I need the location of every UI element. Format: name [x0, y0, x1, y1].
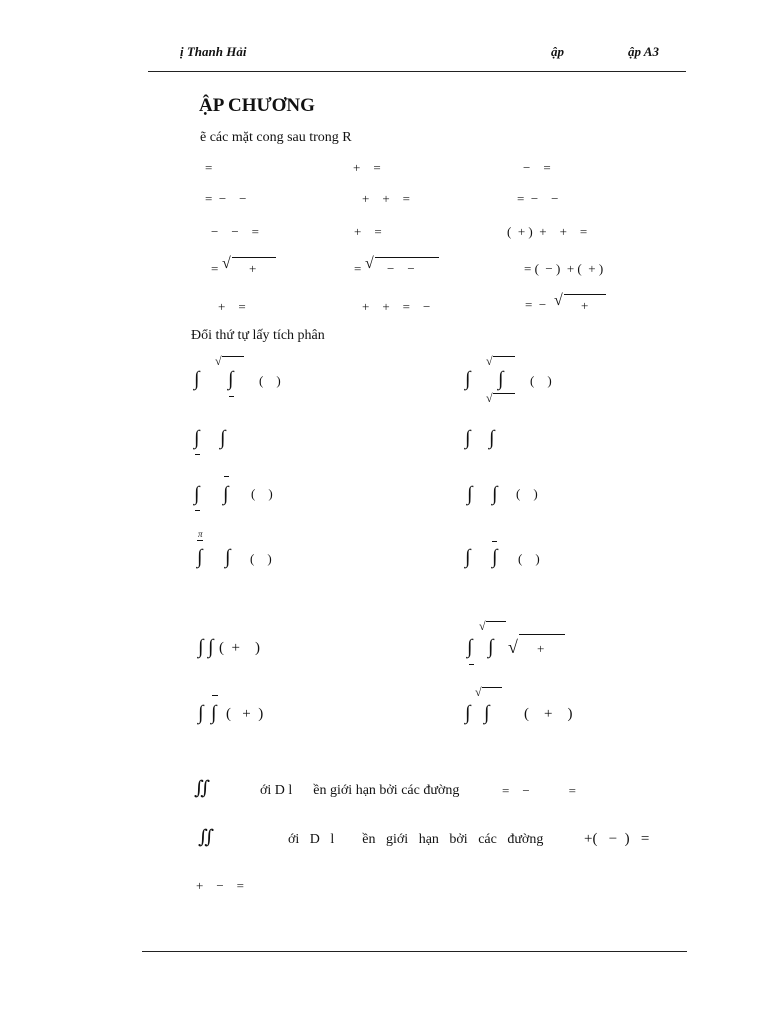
integral-icon: ∫	[194, 368, 200, 390]
integral-icon: ∫	[198, 636, 204, 658]
sqrt-icon: √	[475, 685, 482, 699]
section4-p3-eq: + − =	[196, 878, 244, 893]
integral-icon: ∫	[198, 702, 204, 724]
eq-r2-c1: = − −	[205, 191, 247, 206]
integral-icon: ∫	[492, 546, 498, 568]
header-middle: ập	[551, 44, 564, 59]
eq-r1-c1: =	[205, 160, 213, 175]
double-integral-icon: ∬	[194, 778, 211, 799]
eq-r3-c3: ( + ) + + =	[507, 224, 588, 239]
integral-icon: ∫	[197, 546, 203, 568]
section4-p1-text: ới D l ền giới hạn bởi các đường	[260, 783, 460, 798]
sqrt-r4-c2: √	[365, 255, 374, 272]
integral-icon: ∫	[467, 483, 473, 505]
eq-r1-c2: + =	[353, 160, 381, 175]
sqrt-r4-c1: √	[222, 255, 231, 272]
sqrt-bar	[375, 257, 439, 258]
limit-bar	[229, 396, 234, 397]
eq-r5-c2: + + = −	[362, 299, 431, 314]
sqrt-icon: √	[479, 619, 486, 633]
limit-pi: π	[198, 529, 203, 539]
sqrt-bar	[519, 634, 565, 635]
integral-icon: ∫	[488, 636, 494, 658]
integral-icon: ∫	[498, 368, 504, 390]
integral-icon: ∫	[208, 636, 214, 658]
limit-bar	[482, 687, 502, 688]
sqrt-r5-c3: √	[554, 292, 563, 309]
integral-icon: ∫	[492, 483, 498, 505]
section4-p1-eq: = − =	[502, 783, 576, 798]
limit-bar	[195, 454, 200, 455]
eq-r5-c1: + =	[218, 299, 246, 314]
limit-bar	[469, 664, 474, 665]
eq-r3-c2: + =	[354, 224, 382, 239]
integral-icon: ∫	[228, 368, 234, 390]
integral-icon: ∫	[467, 636, 473, 658]
integral-icon: ∫	[225, 546, 231, 568]
integral-icon: ∫	[465, 368, 471, 390]
sqrt-bar	[232, 257, 276, 258]
section2-heading: Đổi thứ tự lấy tích phân	[191, 328, 325, 343]
sqrt-bar	[564, 294, 606, 295]
limit-bar	[222, 356, 244, 357]
integrand-s3-left1: ( + )	[219, 640, 260, 656]
sqrt-r5-c3-content: +	[581, 298, 589, 313]
integrand-r4-right: ( )	[518, 551, 540, 566]
limit-bar	[195, 510, 200, 511]
eq-r2-c2: + + =	[362, 191, 410, 206]
sqrt-r4-c1-content: +	[249, 261, 257, 276]
eq-r2-c3: = − −	[517, 191, 559, 206]
integral-icon: ∫	[194, 483, 200, 505]
integrand-r4-left: ( )	[250, 551, 272, 566]
integrand-r1-left: ( )	[259, 373, 281, 388]
integrand-r1-right: ( )	[530, 373, 552, 388]
limit-bar	[492, 541, 497, 542]
limit-bar	[493, 356, 515, 357]
limit-bar	[493, 393, 515, 394]
section1-intro: ẽ các mặt cong sau trong R	[200, 130, 352, 145]
integral-icon: ∫	[489, 427, 495, 449]
integral-icon: ∫	[223, 483, 229, 505]
limit-bar	[212, 695, 218, 696]
integrand-s3-right2: ( + )	[524, 706, 573, 722]
section4-p2-text: ới D l ền giới hạn bởi các đường	[288, 832, 544, 847]
chapter-title: ẬP CHƯƠNG	[199, 95, 315, 116]
eq-r4-c3: = ( − ) + ( + )	[524, 261, 604, 276]
limit-bar	[197, 540, 203, 541]
eq-r4-c1: =	[211, 261, 219, 276]
integral-icon: ∫	[194, 427, 200, 449]
integrand-s3-right1: +	[537, 641, 545, 656]
limit-bar	[224, 476, 229, 477]
integral-icon: ∫	[465, 427, 471, 449]
integral-icon: ∫	[465, 702, 471, 724]
integral-icon: ∫	[220, 427, 226, 449]
integral-icon: ∫	[465, 546, 471, 568]
sqrt-icon: √	[486, 391, 493, 405]
eq-r5-c3: = −	[525, 297, 547, 312]
section4-p2-eq: +( − ) =	[584, 831, 650, 847]
sqrt-icon: √	[486, 354, 493, 368]
sqrt-icon: √	[508, 637, 518, 657]
header-right: ập A3	[628, 44, 659, 59]
sqrt-r4-c2-content: − −	[387, 261, 415, 276]
eq-r3-c1: − − =	[211, 224, 259, 239]
integral-icon: ∫	[484, 702, 490, 724]
eq-r4-c2: =	[354, 261, 362, 276]
limit-bar	[486, 621, 506, 622]
integral-icon: ∫	[211, 702, 217, 724]
header-author: ị Thanh Hải	[180, 44, 247, 59]
sqrt-icon: √	[215, 354, 222, 368]
footer-rule	[142, 951, 687, 952]
double-integral-icon: ∬	[198, 827, 215, 848]
integrand-r3-left: ( )	[251, 486, 273, 501]
integrand-s3-left2: ( + )	[226, 706, 264, 722]
header-rule	[148, 71, 686, 72]
eq-r1-c3: − =	[523, 160, 551, 175]
integrand-r3-right: ( )	[516, 486, 538, 501]
